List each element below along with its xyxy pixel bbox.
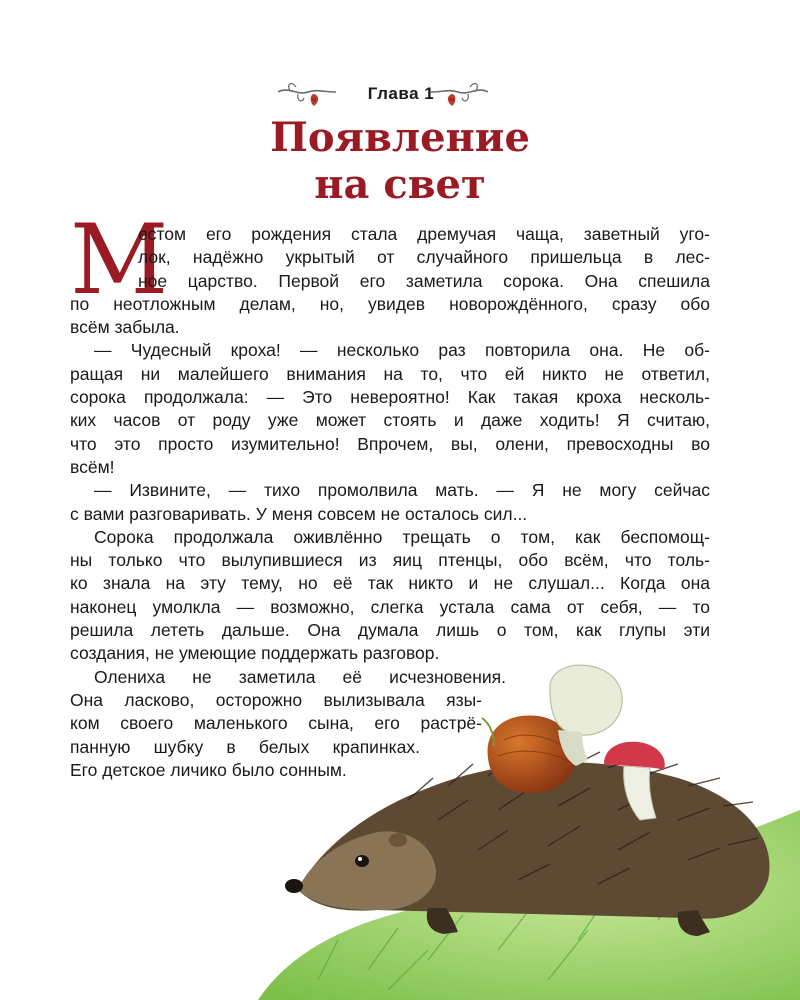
text-line: естом его рождения стала дремучая чаща, заветный уго-	[138, 224, 710, 244]
text-line: — Извините, — тихо промолвила мать. — Я не могу сейчас	[94, 480, 710, 501]
drop-cap: М	[70, 204, 169, 316]
floral-ornament-left-icon	[276, 78, 340, 112]
text-line: всём!	[70, 456, 115, 477]
text-line: — Чудесный кроха! — несколько раз повторила она. Не об-	[94, 340, 710, 361]
text-line: ны только что вылупившиеся из яиц птенцы, обо всём, что толь-	[70, 550, 710, 571]
chapter-title	[0, 114, 800, 208]
text-line: панную шубку в белых крапинках.	[70, 736, 420, 757]
chapter-title-line-1: Появление	[270, 114, 530, 161]
white-mushroom	[550, 665, 622, 735]
hedgehog-eye	[355, 855, 369, 867]
text-line: создания, не умеющие поддержать разговор.	[70, 643, 440, 664]
chapter-header	[0, 78, 800, 112]
text-line: ращая ни малейшего внимания на то, что ей никто не ответил,	[70, 363, 710, 384]
hedgehog-face	[298, 831, 436, 910]
text-line: ких часов от роду уже может стоять и даже ходить! Я считаю,	[70, 410, 710, 431]
chapter-title-line-2: на свет	[314, 161, 486, 208]
text-line: ное царство. Первой его заметила сорока. Она спешила	[138, 270, 710, 291]
floral-ornament-right-icon	[426, 78, 490, 112]
text-line: ко знала на эту тему, но её так никто и не слушал... Когда она	[70, 573, 710, 594]
text-line: лок, надёжно укрытый от случайного пришельца в лес-	[138, 247, 710, 268]
text-line: всём забыла.	[70, 317, 180, 338]
text-line: Сорока продолжала оживлённо трещать о том, как беспомощ-	[94, 526, 710, 547]
text-line: наконец умолкла — возможно, слегка устала сама от себя, — то	[70, 596, 710, 617]
hedgehog-nose	[285, 879, 303, 893]
text-line: по неотложным делам, но, увидев новорождённого, сразу обо	[70, 293, 710, 314]
text-line: Его детское личико было сонным.	[70, 759, 347, 780]
chapter-label: Глава 1	[367, 84, 435, 103]
text-line: Олениха не заметила её исчезновения.	[94, 666, 506, 687]
text-line: ком своего маленького сына, его растрё-	[70, 713, 482, 734]
text-line: с вами разговаривать. У меня совсем не осталось сил...	[70, 503, 528, 524]
text-line: что это просто изумительно! Впрочем, вы, олени, превосходны во	[70, 433, 710, 454]
text-line: Она ласково, осторожно вылизывала язы-	[70, 689, 482, 710]
text-line: решила лететь дальше. Она думала лишь о том, как глупы эти	[70, 620, 710, 641]
text-line: сорока продолжала: — Это невероятно! Как такая кроха несколь-	[70, 387, 710, 408]
hedgehog-illustration	[258, 660, 800, 1000]
